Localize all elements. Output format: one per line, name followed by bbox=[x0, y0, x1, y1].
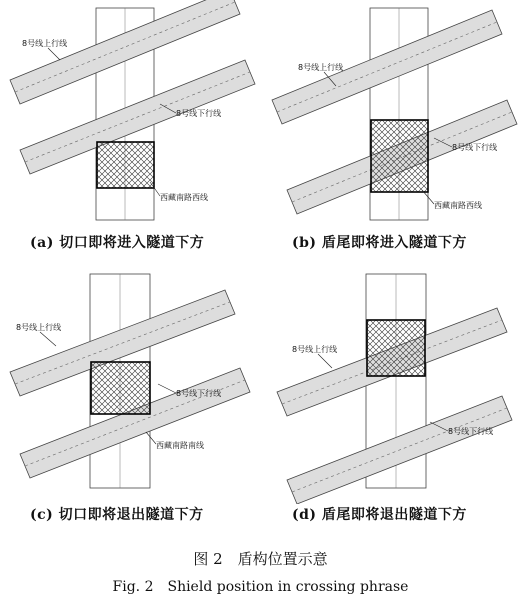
label-upline: 8号线上行线 bbox=[22, 39, 68, 48]
figure-title-cn: 图 2 盾构位置示意 bbox=[193, 550, 328, 568]
panel-d-diagram bbox=[262, 272, 521, 504]
shield-machine bbox=[97, 142, 154, 188]
label-downline: 8号线下行线 bbox=[448, 427, 494, 436]
label-downline: 8号线下行线 bbox=[176, 389, 222, 398]
label-upline: 8号线上行线 bbox=[298, 63, 344, 72]
panel-a bbox=[0, 0, 260, 251]
panel-b bbox=[262, 0, 521, 251]
label-road: 西藏南路西线 bbox=[160, 193, 208, 202]
caption-b: (b) 盾尾即将进入隧道下方 bbox=[292, 235, 467, 251]
caption-d: (d) 盾尾即将退出隧道下方 bbox=[292, 507, 467, 523]
shield-machine bbox=[91, 362, 150, 414]
caption-a: (a) 切口即将进入隧道下方 bbox=[30, 235, 205, 251]
label-downline: 8号线下行线 bbox=[176, 109, 222, 118]
panel-c-diagram bbox=[0, 272, 260, 504]
panel-a-diagram bbox=[0, 0, 260, 232]
shield-machine bbox=[367, 320, 425, 376]
label-upline: 8号线上行线 bbox=[292, 345, 338, 354]
label-road: 西藏南路西线 bbox=[434, 201, 482, 210]
label-road: 西藏南路南线 bbox=[156, 441, 204, 450]
figure-title-en: Fig. 2 Shield position in crossing phrase bbox=[112, 579, 409, 595]
panel-c bbox=[0, 272, 260, 523]
panel-b-diagram bbox=[262, 0, 521, 232]
label-downline: 8号线下行线 bbox=[452, 143, 498, 152]
caption-c: (c) 切口即将退出隧道下方 bbox=[30, 507, 204, 523]
shield-machine bbox=[371, 120, 428, 192]
panel-d bbox=[262, 272, 521, 523]
label-upline: 8号线上行线 bbox=[16, 323, 62, 332]
